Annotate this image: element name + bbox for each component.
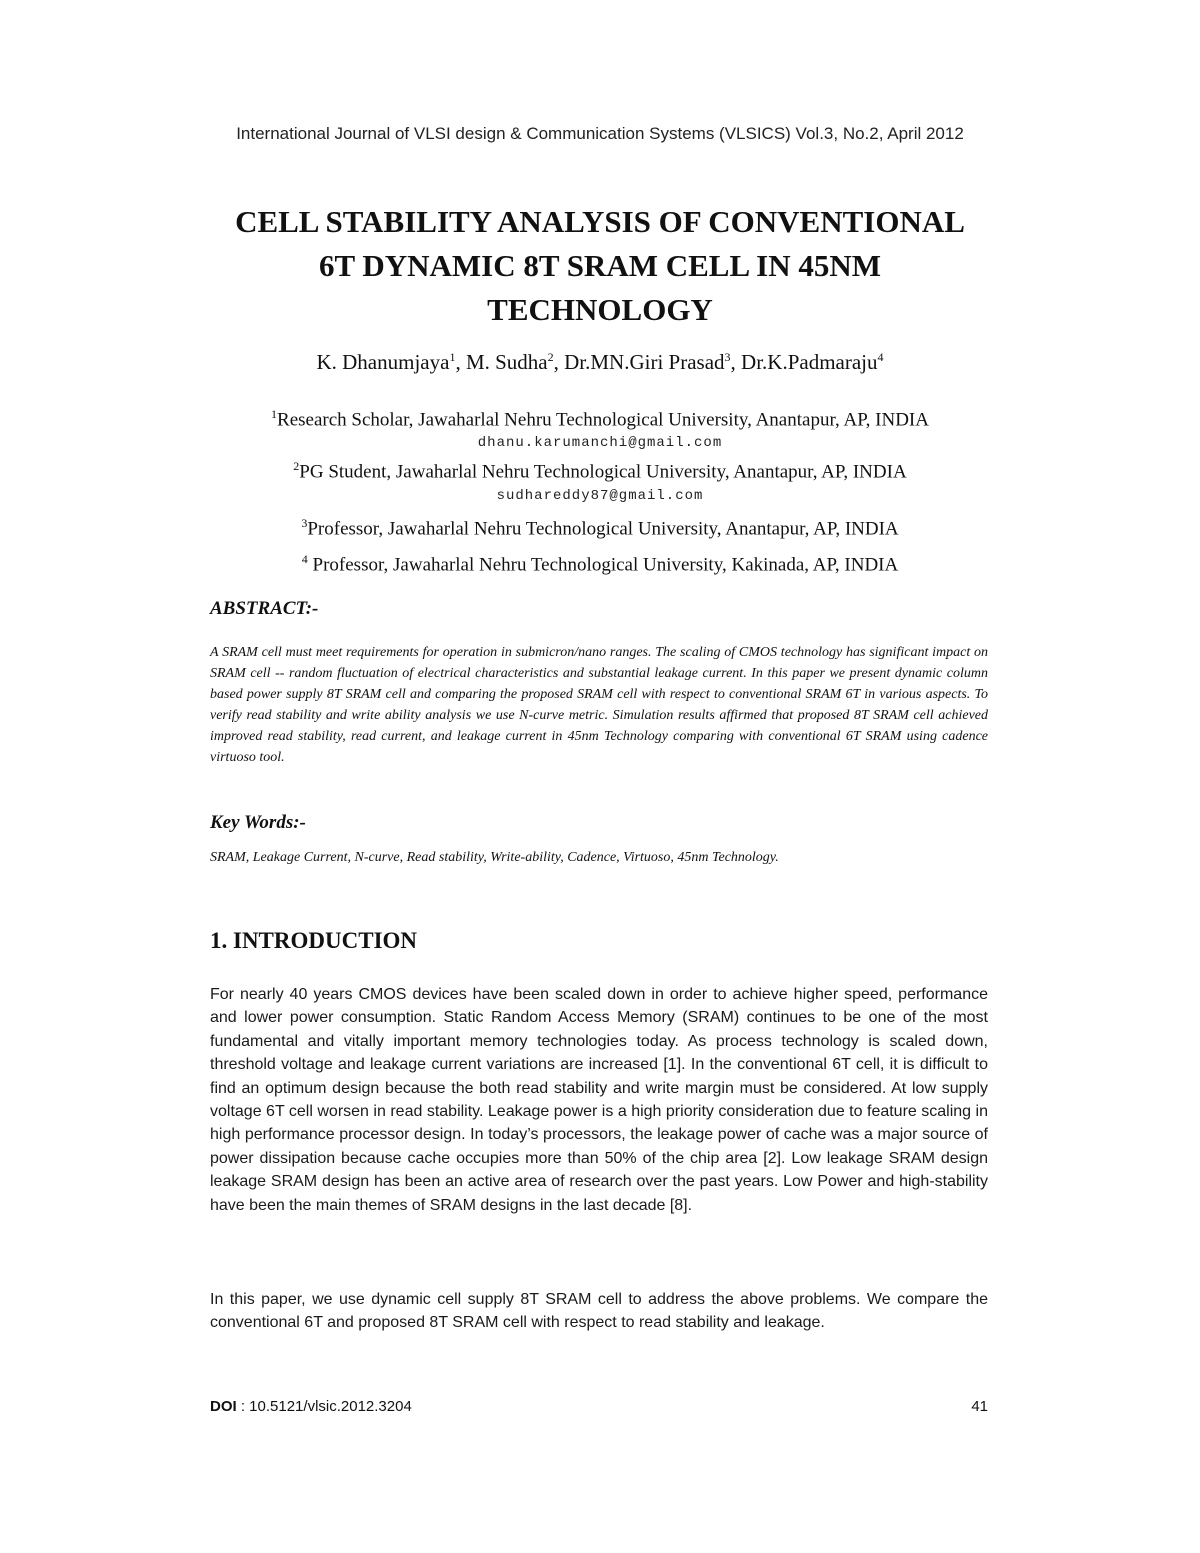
intro-paragraph-2: In this paper, we use dynamic cell supply 8T SRAM cell to address the above problems. We compare the conventional 6T and proposed 8T SRAM cell with respect to read stability and leakage. [210,1291,988,1332]
author-email[interactable]: dhanu.karumanchi@gmail.com [477,435,723,452]
affiliation-1 [0,402,1200,432]
abstract-heading: ABSTRACT:- [210,598,319,619]
paper-title [100,200,1100,332]
affiliation-mark: 4 [301,551,308,566]
affiliation-text: Research Scholar, Jawaharlal Nehru Technological University, Anantapur, AP, INDIA [277,409,929,431]
doi-value: : 10.5121/vlsic.2012.3204 [236,1398,412,1415]
author-mark: 3 [724,350,731,364]
author-mark: 1 [449,350,456,364]
keywords-heading: Key Words:- [210,812,306,833]
affiliation-mark: 2 [293,459,300,474]
affiliation-text: PG Student, Jawaharlal Nehru Technological University, Anantapur, AP, INDIA [299,461,907,483]
doi-label: DOI [210,1398,237,1415]
affiliation-mark: 3 [301,515,308,530]
affiliation-text: Professor, Jawaharlal Nehru Technological University, Kakinada, AP, INDIA [307,554,899,576]
author-name: M. Sudha [465,350,548,374]
footer-doi [210,1398,412,1415]
title-line-3: TECHNOLOGY [487,292,713,327]
affiliation-text: Professor, Jawaharlal Nehru Technological University, Anantapur, AP, INDIA [307,517,899,539]
title-line-2: 6T DYNAMIC 8T SRAM CELL IN 45NM [318,248,882,283]
author-name: Dr.MN.Giri Prasad [564,350,725,374]
intro-paragraph-1: For nearly 40 years CMOS devices have been scaled down in order to achieve higher speed, performance and lower power consumption. Static Random Access Memory (SRAM) continues to be one of the most fundamental and vitally important memory technologies today. As process technology is scaled down, threshold voltage and leakage current variations are increased [1]. In the conventional 6T cell, it is difficult to find an optimum design because the both read stability and write margin must be considered. At low supply voltage 6T cell worsen in read stability. Leakage power is a high priority consideration due to feature scaling in high performance processor design. In today’s processors, the leakage power of cache was a major source of power dissipation because cache occupies more than 50% of the chip area [2]. Low leakage SRAM design leakage SRAM design has been an active area of research over the past years. Low Power and high-stability have been the main themes of SRAM designs in the last decade [8]. [210,986,988,1214]
author-mark: 2 [547,350,554,364]
affiliation-2 [0,454,1200,484]
author-list: K. Dhanumjaya$^1$, M. Sudha$^2$, Dr.MN.Giri Prasad$^3$, Dr.K.Padmaraju$^4$ [316,350,884,374]
affiliation-3 [0,511,1200,541]
page-number: 41 [971,1398,988,1415]
author-name: K. Dhanumjaya [316,350,450,374]
author-email[interactable]: sudhareddy87@gmail.com [496,487,704,504]
affiliation-4 [0,547,1200,577]
section-heading-introduction: 1. INTRODUCTION [210,928,418,953]
running-header: International Journal of VLSI design & Communication Systems (VLSICS) Vol.3, No.2, April 2012 [236,124,964,143]
keywords-text: SRAM, Leakage Current, N-curve, Read stability, Write-ability, Cadence, Virtuoso, 45nm Technology. [210,850,779,865]
title-line-1: CELL STABILITY ANALYSIS OF CONVENTIONAL [235,204,965,239]
author-name: Dr.K.Padmaraju [741,350,878,374]
affiliations [0,402,1200,577]
affiliation-mark: 1 [271,407,278,421]
abstract-text: A SRAM cell must meet requirements for operation in submicron/nano ranges. The scaling of CMOS technology has significant impact on SRAM cell -- random fluctuation of electrical characteristics and substantial leakage current. In this paper we present dynamic column based power supply 8T SRAM cell and comparing the proposed SRAM cell with respect to conventional SRAM 6T in various aspects. To verify read stability and write ability analysis we use N-curve metric. Simulation results affirmed that proposed 8T SRAM cell achieved improved read stability, read current, and leakage current in 45nm Technology comparing with conventional 6T SRAM using cadence virtuoso tool. [210,645,988,765]
author-mark: 4 [877,350,884,364]
